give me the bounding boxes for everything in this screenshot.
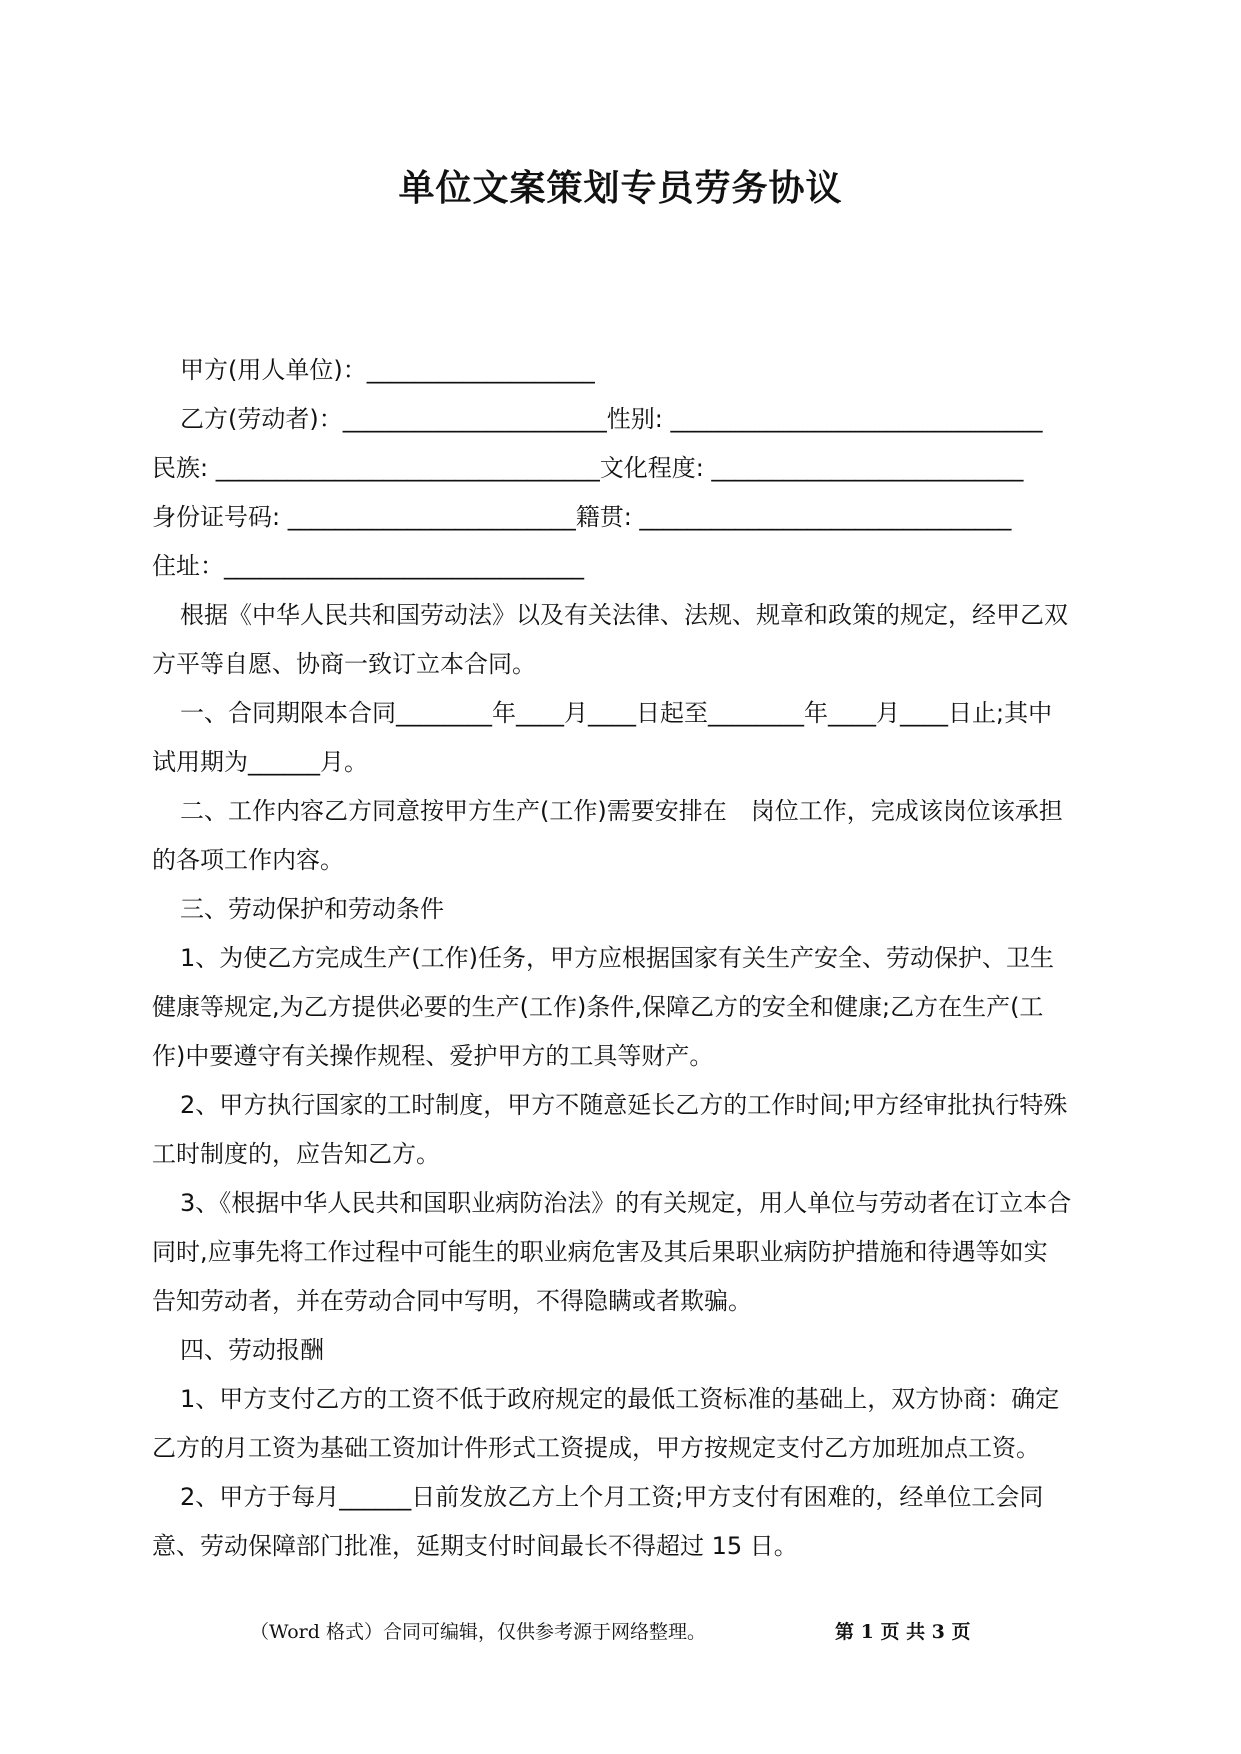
id-number-field: 身份证号码: ________________________籍贯: _______________________________: [152, 503, 1012, 531]
page-number: 第 1 页 共 3 页: [835, 1621, 971, 1643]
body-line: 方平等自愿、协商一致订立本合同。: [152, 650, 536, 678]
body-line: 乙方的月工资为基础工资加计件形式工资提成，甲方按规定支付乙方加班加点工资。: [152, 1434, 1040, 1462]
party-a-field: 甲方(用人单位)：___________________: [180, 356, 595, 384]
body-line: 3、《根据中华人民共和国职业病防治法》的有关规定，用人单位与劳动者在订立本合: [180, 1189, 1072, 1217]
body-line: 试用期为______月。: [152, 748, 368, 776]
body-line: 1、为使乙方完成生产(工作)任务，甲方应根据国家有关生产安全、劳动保护、卫生: [180, 944, 1054, 972]
body-line: 健康等规定,为乙方提供必要的生产(工作)条件,保障乙方的安全和健康;乙方在生产(工: [152, 993, 1044, 1021]
party-b-field: 乙方(劳动者)：______________________性别: _______________________________: [180, 405, 1043, 433]
body-line: 2、甲方执行国家的工时制度，甲方不随意延长乙方的工作时间;甲方经审批执行特殊: [180, 1091, 1068, 1119]
contract-term-line: 一、合同期限本合同________年____月____日起至________年____月____日止;其中: [180, 699, 1053, 727]
body-line: 根据《中华人民共和国劳动法》以及有关法律、法规、规章和政策的规定，经甲乙双: [180, 601, 1068, 629]
ethnicity-field: 民族: ________________________________文化程度: __________________________: [152, 454, 1024, 482]
body-line: 意、劳动保障部门批准，延期支付时间最长不得超过 15 日。: [152, 1532, 798, 1560]
body-line: 工时制度的，应告知乙方。: [152, 1140, 440, 1168]
body-line: 的各项工作内容。: [152, 846, 344, 874]
section-heading: 四、劳动报酬: [180, 1336, 324, 1364]
body-line: 作)中要遵守有关操作规程、爱护甲方的工具等财产。: [152, 1042, 714, 1070]
footer-note: （Word 格式）合同可编辑，仅供参考源于网络整理。: [250, 1621, 706, 1643]
body-line: 同时,应事先将工作过程中可能生的职业病危害及其后果职业病防护措施和待遇等如实: [152, 1238, 1048, 1266]
document-title: 单位文案策划专员劳务协议: [398, 168, 843, 209]
section-heading: 三、劳动保护和劳动条件: [180, 895, 444, 923]
body-line: 2、甲方于每月______日前发放乙方上个月工资;甲方支付有困难的，经单位工会同: [180, 1483, 1044, 1511]
body-line: 1、甲方支付乙方的工资不低于政府规定的最低工资标准的基础上，双方协商：确定: [180, 1385, 1060, 1413]
body-line: 告知劳动者，并在劳动合同中写明，不得隐瞒或者欺骗。: [152, 1287, 752, 1315]
job-content-line: 二、工作内容乙方同意按甲方生产(工作)需要安排在 岗位工作，完成该岗位该承担: [180, 797, 1063, 825]
address-field: 住址：______________________________: [152, 552, 584, 580]
